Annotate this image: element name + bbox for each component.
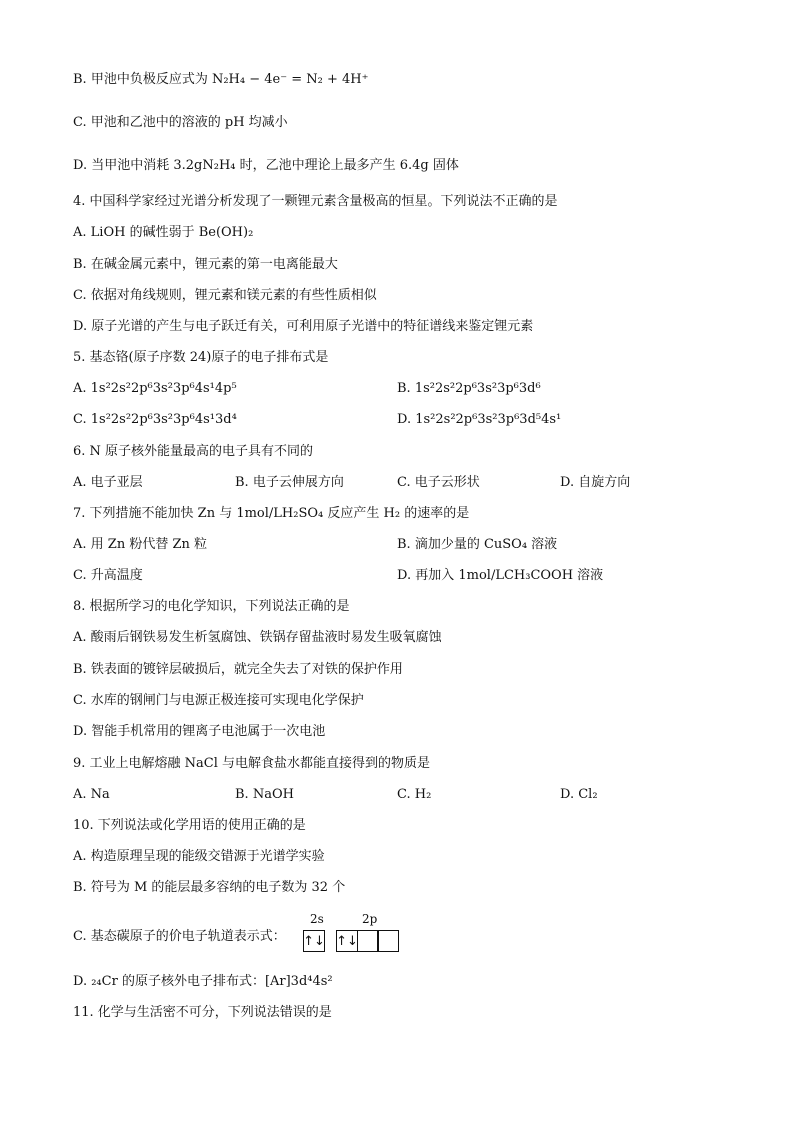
q10-option-d: D. ₂₄Cr 的原子核外电子排布式：[Ar]3d⁴4s²	[73, 974, 333, 989]
orbital-2s-label: 2s	[310, 912, 324, 926]
q7-option-b: B. 滴加少量的 CuSO₄ 溶液	[397, 537, 558, 552]
q9-option-b: B. NaOH	[235, 787, 294, 802]
q5-option-d: D. 1s²2s²2p⁶3s²3p⁶3d⁵4s¹	[397, 412, 562, 427]
q8-option-a: A. 酸雨后钢铁易发生析氢腐蚀、铁锅存留盐液时易发生吸氧腐蚀	[73, 630, 442, 645]
q5-option-c: C. 1s²2s²2p⁶3s²3p⁶4s¹3d⁴	[73, 412, 237, 427]
q4-stem: 4. 中国科学家经过光谱分析发现了一颗锂元素含量极高的恒星。下列说法不正确的是	[73, 194, 558, 209]
q10-option-b: B. 符号为 M 的能层最多容纳的电子数为 32 个	[73, 880, 346, 895]
orbital-2p-label: 2p	[362, 912, 378, 926]
q6-option-b: B. 电子云伸展方向	[235, 475, 344, 490]
q10-option-c: C. 基态碳原子的价电子轨道表示式：	[73, 929, 286, 944]
q5-stem: 5. 基态铬(原子序数 24)原子的电子排布式是	[73, 350, 329, 365]
q8-option-c: C. 水库的钢闸门与电源正极连接可实现电化学保护	[73, 693, 364, 708]
q6-option-d: D. 自旋方向	[560, 475, 631, 490]
q6-stem: 6. N 原子核外能量最高的电子具有不同的	[73, 444, 314, 459]
q5-option-a: A. 1s²2s²2p⁶3s²3p⁶4s¹4p⁵	[73, 381, 237, 396]
q9-option-a: A. Na	[73, 787, 110, 802]
orbital-box-2p-1: ↑↓	[336, 930, 358, 952]
q7-option-c: C. 升高温度	[73, 568, 143, 583]
q9-option-c: C. H₂	[397, 787, 432, 802]
q8-option-d: D. 智能手机常用的锂离子电池属于一次电池	[73, 724, 326, 739]
q6-option-a: A. 电子亚层	[73, 475, 143, 490]
orbital-box-2s: ↑↓	[303, 930, 325, 952]
carbon-orbital-diagram	[303, 930, 399, 952]
q9-stem: 9. 工业上电解熔融 NaCl 与电解食盐水都能直接得到的物质是	[73, 756, 431, 771]
q8-option-b: B. 铁表面的镀锌层破损后，就完全失去了对铁的保护作用	[73, 662, 403, 677]
q8-stem: 8. 根据所学习的电化学知识，下列说法正确的是	[73, 599, 350, 614]
q7-stem: 7. 下列措施不能加快 Zn 与 1mol/LH₂SO₄ 反应产生 H₂ 的速率的是	[73, 506, 470, 521]
orbital-box-2p-2	[357, 930, 379, 952]
q3-option-d: D. 当甲池中消耗 3.2gN₂H₄ 时，乙池中理论上最多产生 6.4g 固体	[73, 158, 459, 173]
q3-option-c: C. 甲池和乙池中的溶液的 pH 均减小	[73, 115, 288, 130]
q4-option-c: C. 依据对角线规则，锂元素和镁元素的有些性质相似	[73, 288, 377, 303]
q10-stem: 10. 下列说法或化学用语的使用正确的是	[73, 818, 306, 833]
q6-option-c: C. 电子云形状	[397, 475, 480, 490]
q11-stem: 11. 化学与生活密不可分，下列说法错误的是	[73, 1005, 332, 1020]
q10-option-a: A. 构造原理呈现的能级交错源于光谱学实验	[73, 849, 325, 864]
q4-option-b: B. 在碱金属元素中，锂元素的第一电离能最大	[73, 257, 338, 272]
q4-option-a: A. LiOH 的碱性弱于 Be(OH)₂	[73, 225, 254, 240]
q9-option-d: D. Cl₂	[560, 787, 598, 802]
q4-option-d: D. 原子光谱的产生与电子跃迁有关，可利用原子光谱中的特征谱线来鉴定锂元素	[73, 319, 534, 334]
q7-option-a: A. 用 Zn 粉代替 Zn 粒	[73, 537, 207, 552]
q7-option-d: D. 再加入 1mol/LCH₃COOH 溶液	[397, 568, 604, 583]
q5-option-b: B. 1s²2s²2p⁶3s²3p⁶3d⁶	[397, 381, 541, 396]
q3-option-b: B. 甲池中负极反应式为 N₂H₄ − 4e⁻ = N₂ + 4H⁺	[73, 72, 369, 87]
orbital-box-2p-3	[377, 930, 399, 952]
